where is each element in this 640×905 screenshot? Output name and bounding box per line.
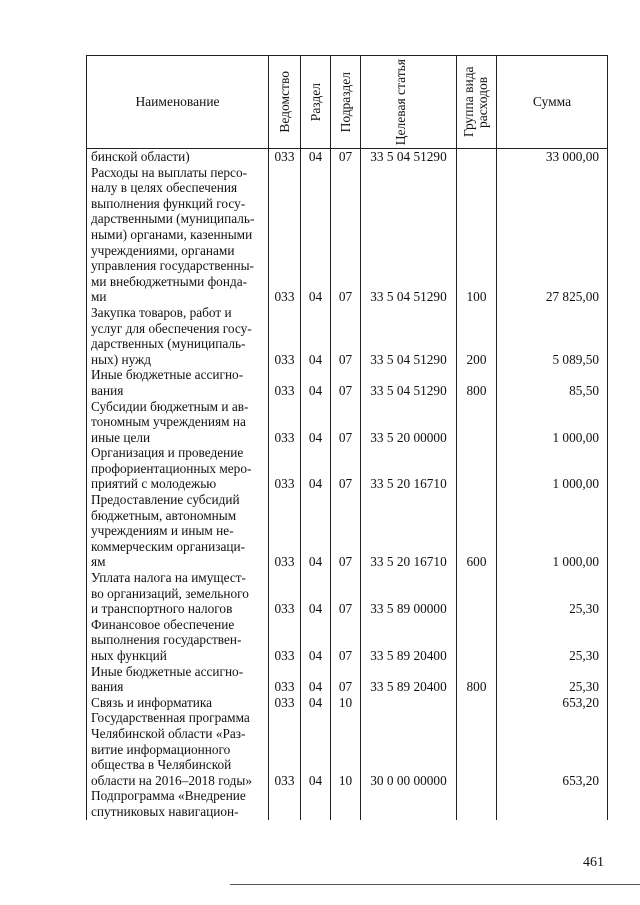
row-vedomstvo: 033 [269, 695, 301, 711]
row-name-line: Уплата налога на имущест- [91, 570, 246, 586]
row-name-line: Организация и проведение [91, 445, 244, 461]
row-name-line: Государственная программа [91, 710, 250, 726]
row-name-line: учреждениями, органами [91, 242, 235, 258]
row-name [87, 788, 269, 819]
row-name-line: вания [91, 679, 124, 695]
table-body [87, 149, 608, 820]
row-gruppa: 100 [457, 165, 497, 305]
row-name-line: ми [91, 289, 107, 305]
row-name-line: Связь и информатика [91, 694, 213, 710]
header-gruppa: Группа вида расходов [457, 56, 497, 149]
row-name-line: ными) органами, казенными [91, 226, 253, 242]
row-name [87, 664, 269, 695]
row-name-line: бюджетным, автономным [91, 507, 237, 523]
row-celevaya: 33 5 20 00000 [361, 399, 457, 446]
row-celevaya: 33 5 89 00000 [361, 570, 457, 617]
row-summa: 27 825,00 [497, 165, 608, 305]
page-number: 461 [583, 855, 604, 870]
row-summa: 653,20 [497, 710, 608, 788]
row-name-line: профориентационных меро- [91, 460, 252, 476]
row-gruppa [457, 399, 497, 446]
row-name-line: Челябинской области «Раз- [91, 725, 246, 741]
table-row [87, 617, 608, 664]
row-vedomstvo: 033 [269, 165, 301, 305]
row-name [87, 695, 269, 711]
row-name-line: ям [91, 554, 106, 570]
table-row [87, 695, 608, 711]
row-name-line: Предоставление субсидий [91, 492, 240, 508]
row-summa: 85,50 [497, 367, 608, 398]
row-summa: 5 089,50 [497, 305, 608, 367]
row-name-line: во организаций, земельного [91, 585, 249, 601]
budget-table [86, 55, 608, 820]
row-gruppa: 200 [457, 305, 497, 367]
row-podrazdel: 07 [331, 570, 361, 617]
row-podrazdel [331, 788, 361, 819]
header-vedomstvo: Ведомство [269, 56, 301, 149]
row-gruppa [457, 788, 497, 819]
row-podrazdel: 07 [331, 445, 361, 492]
row-name [87, 710, 269, 788]
row-name-line: налу в целях обеспечения [91, 180, 238, 196]
row-podrazdel: 10 [331, 695, 361, 711]
row-summa: 25,30 [497, 617, 608, 664]
row-razdel: 04 [301, 165, 331, 305]
row-name-line: дарственными (муниципаль- [91, 211, 255, 227]
row-podrazdel: 07 [331, 399, 361, 446]
header-celevaya: Целевая статья [361, 56, 457, 149]
row-celevaya [361, 695, 457, 711]
row-summa [497, 788, 608, 819]
row-name [87, 367, 269, 398]
table-row [87, 149, 608, 165]
row-gruppa [457, 617, 497, 664]
row-name [87, 399, 269, 446]
table-row [87, 165, 608, 305]
row-name-line: спутниковых навигацион- [91, 803, 239, 819]
table-row [87, 788, 608, 819]
row-celevaya: 33 5 89 20400 [361, 664, 457, 695]
footer-rule [230, 884, 640, 885]
row-celevaya: 33 5 04 51290 [361, 149, 457, 165]
row-vedomstvo: 033 [269, 399, 301, 446]
row-gruppa [457, 445, 497, 492]
row-name [87, 492, 269, 570]
row-name-line: управления государственны- [91, 258, 254, 274]
row-celevaya: 33 5 20 16710 [361, 492, 457, 570]
row-vedomstvo: 033 [269, 149, 301, 165]
row-podrazdel: 07 [331, 492, 361, 570]
row-gruppa: 600 [457, 492, 497, 570]
row-gruppa [457, 149, 497, 165]
row-summa: 25,30 [497, 664, 608, 695]
row-podrazdel: 10 [331, 710, 361, 788]
row-gruppa: 800 [457, 367, 497, 398]
row-name [87, 445, 269, 492]
row-celevaya: 33 5 04 51290 [361, 367, 457, 398]
row-name-line: Закупка товаров, работ и [91, 304, 232, 320]
table-row [87, 367, 608, 398]
row-razdel: 04 [301, 710, 331, 788]
row-name-line: Подпрограмма «Внедрение [91, 788, 246, 804]
row-celevaya [361, 788, 457, 819]
row-gruppa [457, 695, 497, 711]
row-gruppa: 800 [457, 664, 497, 695]
row-name [87, 570, 269, 617]
header-razdel: Раздел [301, 56, 331, 149]
row-vedomstvo: 033 [269, 305, 301, 367]
row-name-line: и транспортного налогов [91, 601, 233, 617]
row-razdel [301, 788, 331, 819]
row-podrazdel: 07 [331, 165, 361, 305]
row-podrazdel: 07 [331, 149, 361, 165]
row-name-line: выполнения функций госу- [91, 195, 246, 211]
table-row [87, 492, 608, 570]
row-razdel: 04 [301, 399, 331, 446]
row-celevaya: 33 5 04 51290 [361, 165, 457, 305]
table-row [87, 570, 608, 617]
header-summa: Сумма [497, 56, 608, 149]
row-razdel: 04 [301, 149, 331, 165]
row-name-line: приятий с молодежью [91, 476, 217, 492]
row-name-line: выполнения государствен- [91, 632, 242, 648]
row-name-line: учреждениям и иным не- [91, 523, 234, 539]
header-podrazdel: Подраздел [331, 56, 361, 149]
row-name-line: Иные бюджетные ассигно- [91, 663, 244, 679]
row-razdel: 04 [301, 367, 331, 398]
row-name-line: вания [91, 382, 124, 398]
row-podrazdel: 07 [331, 617, 361, 664]
row-name-line: бинской области) [91, 149, 190, 164]
row-summa: 25,30 [497, 570, 608, 617]
row-vedomstvo: 033 [269, 570, 301, 617]
row-name-line: витие информационного [91, 741, 231, 757]
row-razdel: 04 [301, 492, 331, 570]
row-razdel: 04 [301, 445, 331, 492]
row-name-line: коммерческим организаци- [91, 538, 246, 554]
row-razdel: 04 [301, 617, 331, 664]
row-gruppa [457, 710, 497, 788]
row-name-line: Субсидии бюджетным и ав- [91, 398, 249, 414]
table-row [87, 664, 608, 695]
row-gruppa [457, 570, 497, 617]
row-name-line: услуг для обеспечения госу- [91, 320, 252, 336]
row-name-line: ми внебюджетными фонда- [91, 273, 248, 289]
row-razdel: 04 [301, 570, 331, 617]
row-celevaya: 30 0 00 00000 [361, 710, 457, 788]
row-summa: 1 000,00 [497, 445, 608, 492]
row-name-line: дарственных (муниципаль- [91, 336, 246, 352]
row-razdel: 04 [301, 695, 331, 711]
row-vedomstvo: 033 [269, 492, 301, 570]
row-vedomstvo [269, 788, 301, 819]
table-header [87, 56, 608, 149]
row-summa: 33 000,00 [497, 149, 608, 165]
row-name [87, 149, 269, 165]
row-name-line: тономным учреждениям на [91, 414, 246, 430]
row-name-line: Иные бюджетные ассигно- [91, 367, 244, 383]
row-vedomstvo: 033 [269, 445, 301, 492]
row-name-line: Финансовое обеспечение [91, 616, 235, 632]
row-summa: 1 000,00 [497, 492, 608, 570]
row-vedomstvo: 033 [269, 710, 301, 788]
row-celevaya: 33 5 20 16710 [361, 445, 457, 492]
row-name-line: Расходы на выплаты персо- [91, 164, 248, 180]
row-name-line: ных функций [91, 648, 167, 663]
row-summa: 653,20 [497, 695, 608, 711]
row-razdel: 04 [301, 305, 331, 367]
row-name-line: иные цели [91, 429, 151, 445]
row-name-line: ных) нужд [91, 351, 151, 367]
row-name [87, 165, 269, 305]
row-name-line: общества в Челябинской [91, 757, 232, 773]
row-vedomstvo: 033 [269, 367, 301, 398]
row-podrazdel: 07 [331, 305, 361, 367]
row-razdel: 04 [301, 664, 331, 695]
row-celevaya: 33 5 89 20400 [361, 617, 457, 664]
row-name [87, 617, 269, 664]
table-row [87, 399, 608, 446]
row-podrazdel: 07 [331, 367, 361, 398]
table-row [87, 445, 608, 492]
row-name-line: области на 2016–2018 годы» [91, 772, 253, 788]
table-row [87, 710, 608, 788]
row-name [87, 305, 269, 367]
row-vedomstvo: 033 [269, 617, 301, 664]
row-summa: 1 000,00 [497, 399, 608, 446]
header-name: Наименование [87, 56, 269, 149]
row-celevaya: 33 5 04 51290 [361, 305, 457, 367]
row-podrazdel: 07 [331, 664, 361, 695]
table-row [87, 305, 608, 367]
row-vedomstvo: 033 [269, 664, 301, 695]
